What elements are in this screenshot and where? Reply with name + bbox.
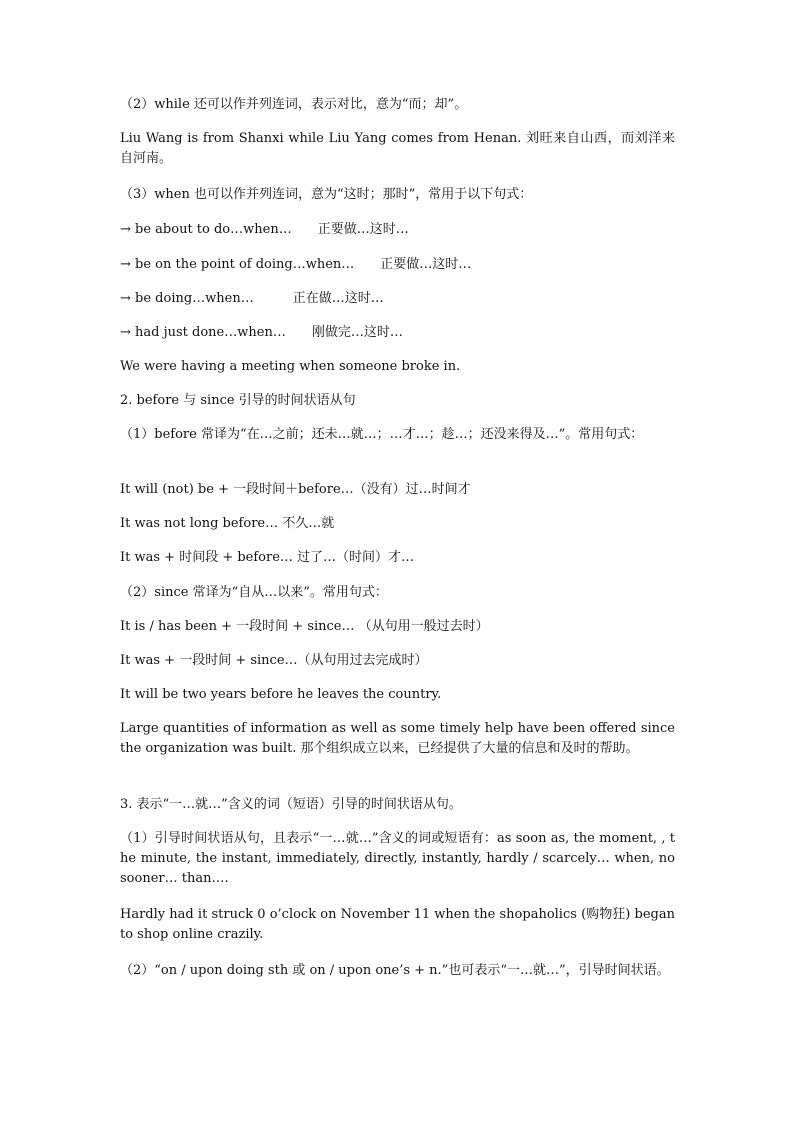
- paragraph: （3）when 也可以作并列连词，意为“这时；那时”，常用于以下句式：: [120, 187, 533, 202]
- paragraph: → be on the point of doing…when… 正要做…这时…: [120, 257, 472, 272]
- paragraph: Large quantities of information as well as some timely help have been offered since the organization was built. 那个组织成立以来，已经提供了大量的信息和及时的帮助。: [120, 721, 675, 756]
- paragraph: It was + 一段时间 + since…（从句用过去完成时）: [120, 653, 428, 668]
- section-heading: 3. 表示“一…就…”含义的词（短语）引导的时间状语从句。: [120, 797, 462, 812]
- paragraph: It is / has been + 一段时间 + since… （从句用一般过去时）: [120, 619, 489, 634]
- paragraph: → had just done…when… 刚做完…这时…: [120, 325, 403, 340]
- paragraph: It will be two years before he leaves the country.: [120, 687, 442, 702]
- paragraph: → be doing…when… 正在做…这时…: [120, 291, 384, 306]
- paragraph: （1）before 常译为“在…之前；还未…就…；…才…；趁…；还没来得及…”。常用句式：: [120, 427, 644, 442]
- paragraph: Hardly had it struck 0 o’clock on November 11 when the shopaholics (购物狂) began to shop online crazily.: [120, 907, 675, 942]
- paragraph: It was + 时间段 + before… 过了…（时间）才…: [120, 550, 415, 565]
- section-heading: 2. before 与 since 引导的时间状语从句: [120, 393, 356, 408]
- paragraph: → be about to do…when… 正要做…这时…: [120, 222, 409, 237]
- paragraph: （2）“on / upon doing sth 或 on / upon one’s + n.”也可表示“一…就…”，引导时间状语。: [120, 963, 670, 978]
- paragraph: Liu Wang is from Shanxi while Liu Yang comes from Henan. 刘旺来自山西，而刘洋来自河南。: [120, 131, 675, 166]
- paragraph: （2）since 常译为“自从…以来”。常用句式：: [120, 585, 388, 600]
- paragraph: It was not long before… 不久…就: [120, 516, 335, 531]
- paragraph: It will (not) be + 一段时间＋before…（没有）过…时间才: [120, 482, 471, 497]
- paragraph: （1）引导时间状语从句，且表示“一…就…”含义的词或短语有：as soon as, the moment, , the minute, the instant, immediately, directly, instantly, hardly / scarcely… when, no sooner… than….: [120, 831, 675, 886]
- paragraph: （2）while 还可以作并列连词，表示对比，意为“而；却”。: [120, 97, 468, 112]
- paragraph: We were having a meeting when someone broke in.: [120, 359, 461, 374]
